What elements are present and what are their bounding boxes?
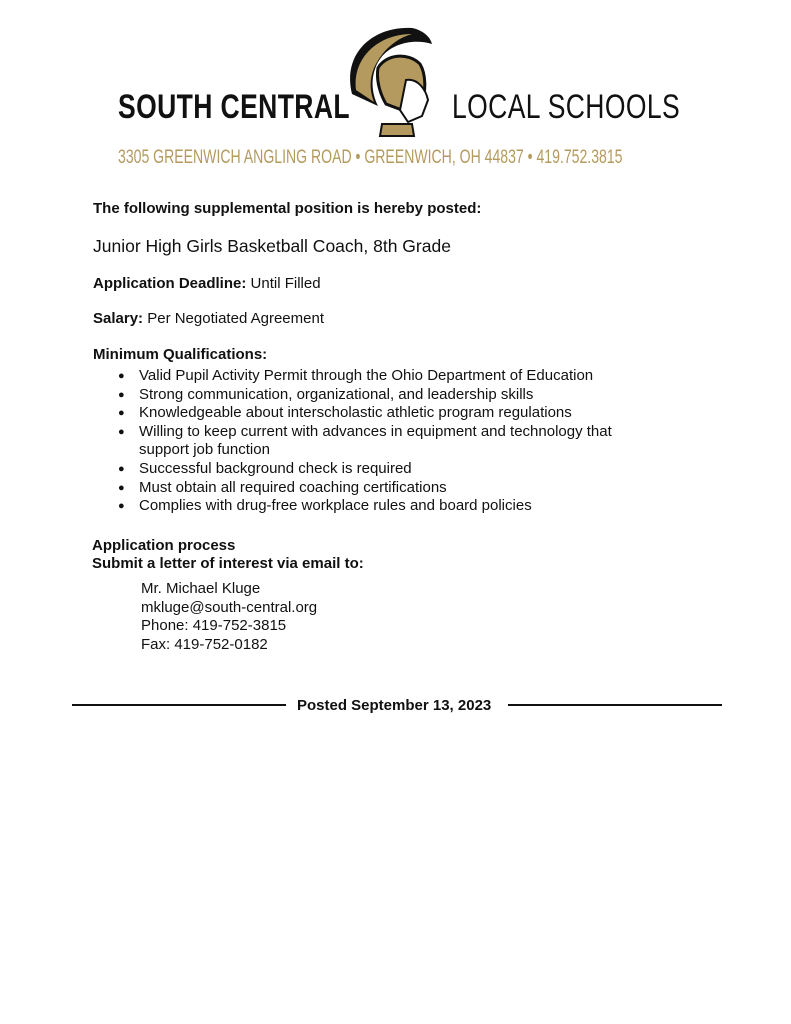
list-item: ● Must obtain all required coaching certifications: [118, 479, 658, 498]
list-item: ● Valid Pupil Activity Permit through the Ohio Department of Education: [118, 367, 658, 386]
salary: [93, 310, 324, 327]
posted-date: Posted September 13, 2023: [297, 697, 492, 714]
contact-email[interactable]: mkluge@south-central.org: [141, 598, 318, 616]
qualifications-heading: Minimum Qualifications:: [93, 346, 268, 363]
list-item: ● Successful background check is required: [118, 460, 658, 479]
contact-block: [141, 580, 317, 654]
divider-left: [72, 704, 286, 706]
list-item: ● Complies with drug-free workplace rules and board policies: [118, 497, 658, 516]
qualifications-list: [118, 367, 658, 516]
school-address: 3305 GREENWICH ANGLING ROAD • GREENWICH, OH 44837 • 419.752.3815: [118, 147, 623, 168]
divider-right: [508, 704, 722, 706]
salary-label: Salary:: [93, 310, 144, 327]
spartan-logo-icon: [342, 24, 442, 140]
contact-name: Mr. Michael Kluge: [141, 580, 261, 597]
process-instruction: Submit a letter of interest via email to:: [92, 555, 364, 572]
list-item: ● Strong communication, organizational, and leadership skills: [118, 386, 658, 405]
contact-phone: Phone: 419-752-3815: [141, 617, 287, 635]
deadline-value: Until Filled: [250, 275, 321, 292]
school-name-left: SOUTH CENTRAL: [118, 88, 350, 126]
process-heading: Application process: [92, 537, 236, 554]
deadline: [93, 275, 321, 292]
list-item: ● Knowledgeable about interscholastic athletic program regulations: [118, 404, 658, 423]
school-name-right: LOCAL SCHOOLS: [452, 88, 681, 126]
list-item: ● Willing to keep current with advances in equipment and technology that support job function: [118, 423, 639, 460]
deadline-label: Application Deadline:: [93, 275, 247, 292]
contact-fax: Fax: 419-752-0182: [141, 635, 268, 653]
intro-text: The following supplemental position is hereby posted:: [93, 200, 482, 217]
position-title: Junior High Girls Basketball Coach, 8th Grade: [93, 236, 451, 256]
salary-value: Per Negotiated Agreement: [147, 310, 324, 327]
